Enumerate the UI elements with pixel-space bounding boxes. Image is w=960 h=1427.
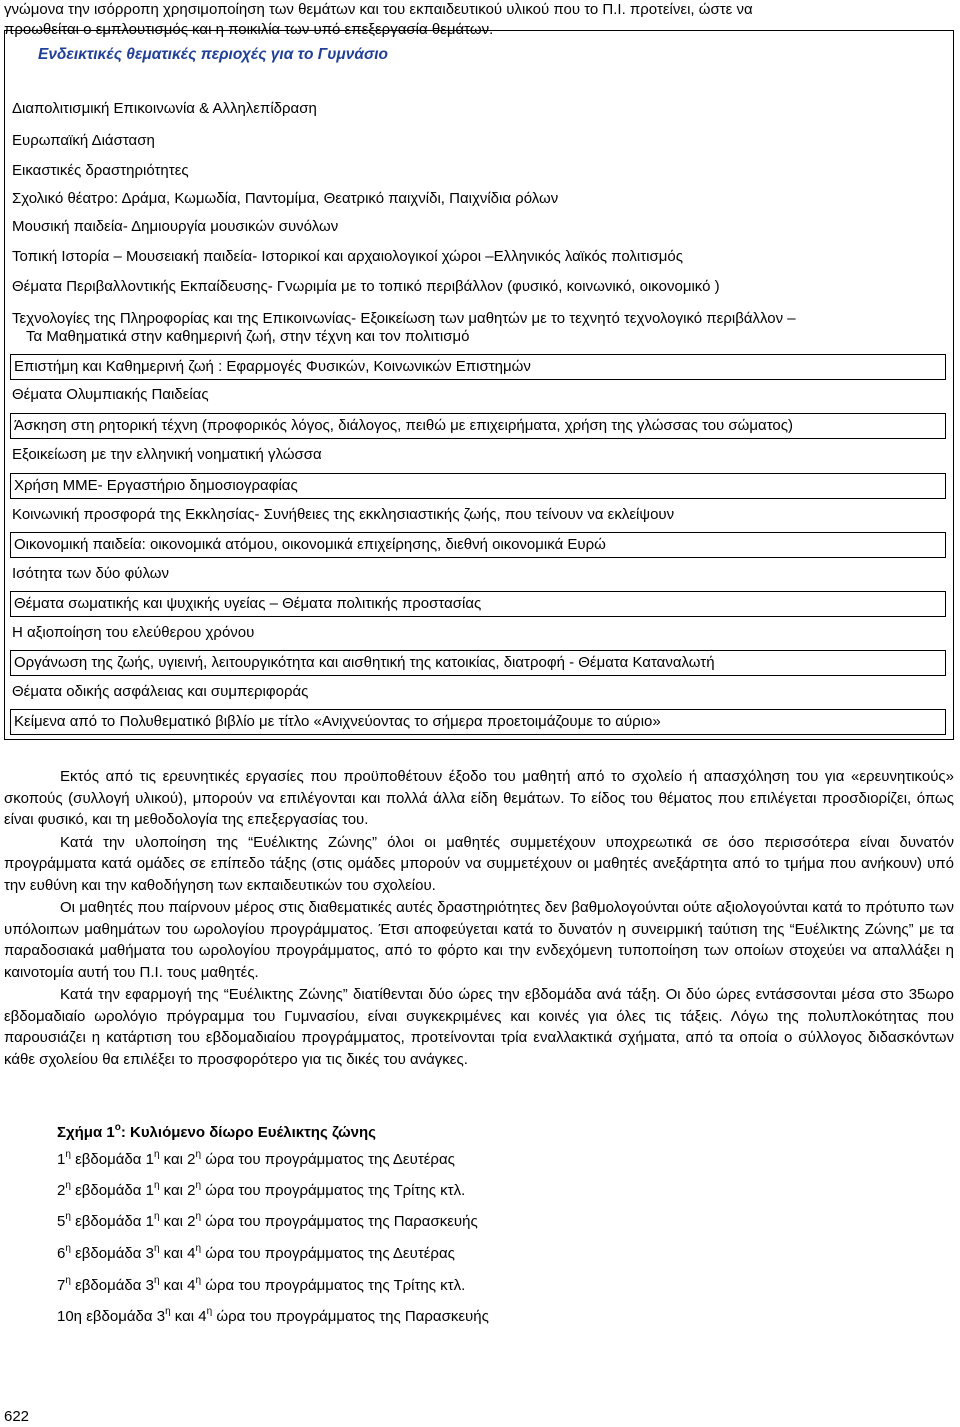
table-row: Διαπολιτισμική Επικοινωνία & Αλληλεπίδραση xyxy=(12,100,317,117)
table-row: Σχολικό θέατρο: Δράμα, Κωμωδία, Παντομίμα, Θεατρικό παιχνίδι, Παιχνίδια ρόλων xyxy=(12,190,559,207)
schedule-line: $1^\eta$ εβδομάδα $1^\eta$ και $2^\eta$ ώρα του προγράμματος της Δευτέρας xyxy=(57,1149,455,1168)
schedule-line: $5^\eta$ εβδομάδα $1^\eta$ και $2^\eta$ ώρα του προγράμματος της Παρασκευής xyxy=(57,1211,478,1230)
schedule-line: $7^\eta$ εβδομάδα $3^\eta$ και $4^\eta$ ώρα του προγράμματος της Τρίτης κτλ. xyxy=(57,1275,466,1294)
table-row: Η αξιοποίηση του ελεύθερου χρόνου xyxy=(12,624,255,641)
figure-title xyxy=(57,1124,376,1141)
schedule-line: $2^\eta$ εβδομάδα $1^\eta$ και $2^\eta$ ώρα του προγράμματος της Τρίτης κτλ. xyxy=(57,1180,466,1199)
schedule-line: 10η εβδομάδα $3^\eta$ και $4^\eta$ ώρα του προγράμματος της Παρασκευής xyxy=(57,1306,489,1325)
table-row: Μουσική παιδεία- Δημιουργία μουσικών συνόλων xyxy=(12,218,339,235)
page-number: 622 xyxy=(4,1408,30,1425)
table-row: Τα Μαθηματικά στην καθημερινή ζωή, στην τέχνη και τον πολιτισμό xyxy=(26,328,470,345)
paragraph: Κατά την εφαρμογή της “Ευέλικτης Ζώνης” διατίθενται δύο ώρες την εβδομάδα ανά τάξη. Οι δύο ώρες εντάσσονται μέσα στο 35ωρο εβδομαδιαίο ωρολόγιο πρόγραμμα του Γυμνασίου, είναι συγκεκριμένες και κοινές για όλες τις τάξεις. Λόγω της πολυπλοκότητας που παρουσιάζει η κατάρτιση του εβδομαδιαίου προγράμματος, προτείνονται τρία εναλλακτικά σχήματα, από τα οποία ο σύλλογος διδασκόντων κάθε σχολείου θα επιλέξει το προσφορότερο για τις δικές του ανάγκες. xyxy=(4,986,954,1068)
paragraph: Εκτός από τις ερευνητικές εργασίες που προϋποθέτουν έξοδο του μαθητή από το σχολείο ή απασχόληση του για «ερευνητικούς» σκοπούς (συλλογή υλικού), μπορούν να επιλέγονται και πολλά άλλα είδη θεμάτων. Το είδος του θέματος που επιλέγεται προσδιορίζει, όπως είναι φυσικό, και τη μεθοδολογία της επεξεργασίας του. xyxy=(4,768,954,828)
table-row: Εξοικείωση με την ελληνική νοηματική γλώσσα xyxy=(12,446,322,463)
table-row: Θέματα σωματικής και ψυχικής υγείας – Θέματα πολιτικής προστασίας xyxy=(10,591,946,617)
table-title: Ενδεικτικές θεματικές περιοχές για το Γυμνάσιο xyxy=(38,46,389,63)
table-row: Κοινωνική προσφορά της Εκκλησίας- Συνήθειες της εκκλησιαστικής ζωής, που τείνουν να εκλείψουν xyxy=(12,506,675,523)
body-paragraphs xyxy=(4,766,954,1070)
figure-title-rest: : Κυλιόμενο δίωρο Ευέλικτης ζώνης xyxy=(120,1124,376,1141)
table-row: Οικονομική παιδεία: οικονομικά ατόμου, οικονομικά επιχείρησης, διεθνή οικονομικά Ευρώ xyxy=(10,532,946,558)
table-row: Τοπική Ιστορία – Μουσειακή παιδεία- Ιστορικοί και αρχαιολογικοί χώροι –Ελληνικός λαϊκός πολιτισμός xyxy=(12,248,683,265)
table-row: Οργάνωση της ζωής, υγιεινή, λειτουργικότητα και αισθητική της κατοικίας, διατροφή - Θέματα Καταναλωτή xyxy=(10,650,946,676)
table-row: Επιστήμη και Καθημερινή ζωή : Εφαρμογές Φυσικών, Κοινωνικών Επιστημών xyxy=(10,354,946,380)
table-row: Ευρωπαϊκή Διάσταση xyxy=(12,132,155,149)
schedule-line: $6^\eta$ εβδομάδα $3^\eta$ και $4^\eta$ ώρα του προγράμματος της Δευτέρας xyxy=(57,1243,455,1262)
table-row: Εικαστικές δραστηριότητες xyxy=(12,162,189,179)
table-row: Θέματα Ολυμπιακής Παιδείας xyxy=(12,386,209,403)
intro-line-2: προωθείται ο εμπλουτισμός και η ποικιλία των υπό επεξεργασία θεμάτων. xyxy=(4,21,494,38)
table-row: Ισότητα των δύο φύλων xyxy=(12,565,169,582)
paragraph: Κατά την υλοποίηση της “Ευέλικτης Ζώνης” όλοι οι μαθητές συμμετέχουν υποχρεωτικά σε όσο περισσότερα είναι δυνατόν προγράμματα κατά ομάδες σε επίπεδο τάξης (στις ομάδες μπορούν να συμμετέχουν οι μαθητές ανεξάρτητα από το τμήμα που ανήκουν) υπό την ευθύνη και την καθοδήγηση των εκπαιδευτικών του σχολείου. xyxy=(4,833,954,894)
paragraph: Οι μαθητές που παίρνουν μέρος στις διαθεματικές αυτές δραστηριότητες δεν βαθμολογούνται ούτε αξιολογούνται κατά το πρότυπο των υπόλοιπων μαθημάτων του ωρολογίου προγράμματος. Έτσι αποφεύγεται κατά το δυνατόν η συνειρμική ταύτιση της “Ευέλικτης Ζώνης” με τα παραδοσιακά μαθήματα του ωρολογίου προγράμματος, από το φόρτο και την ενδεχόμενη τυποποίηση των οποίων στοχεύει να απαλλάξει η καινοτομία αυτή του Π.Ι. τους μαθητές. xyxy=(4,899,954,981)
table-row: Κείμενα από το Πολυθεματικό βιβλίο με τίτλο «Ανιχνεύοντας το σήμερα προετοιμάζουμε το αύριο» xyxy=(10,709,946,735)
figure-title-prefix: Σχήμα 1 xyxy=(57,1124,115,1141)
table-row: Θέματα οδικής ασφάλειας και συμπεριφοράς xyxy=(12,683,309,700)
table-row: Άσκηση στη ρητορική τέχνη (προφορικός λόγος, διάλογος, πειθώ με επιχειρήματα, χρήση της γλώσσας του σώματος) xyxy=(10,413,946,439)
table-row: Θέματα Περιβαλλοντικής Εκπαίδευσης- Γνωριμία με το τοπικό περιβάλλον (φυσικό, κοινωνικό, οικονομικό ) xyxy=(12,278,720,295)
table-row: Χρήση ΜΜΕ- Εργαστήριο δημοσιογραφίας xyxy=(10,473,946,499)
table-row: Τεχνολογίες της Πληροφορίας και της Επικοινωνίας- Εξοικείωση των μαθητών με το τεχνητό τεχνολογικό περιβάλλον – xyxy=(12,310,796,327)
figure-title-sup: ο xyxy=(114,1122,121,1133)
intro-line-1: γνώμονα την ισόρροπη χρησιμοποίηση των θεμάτων και του εκπαιδευτικού υλικού που το Π.Ι. προτείνει, ώστε να xyxy=(4,1,753,18)
